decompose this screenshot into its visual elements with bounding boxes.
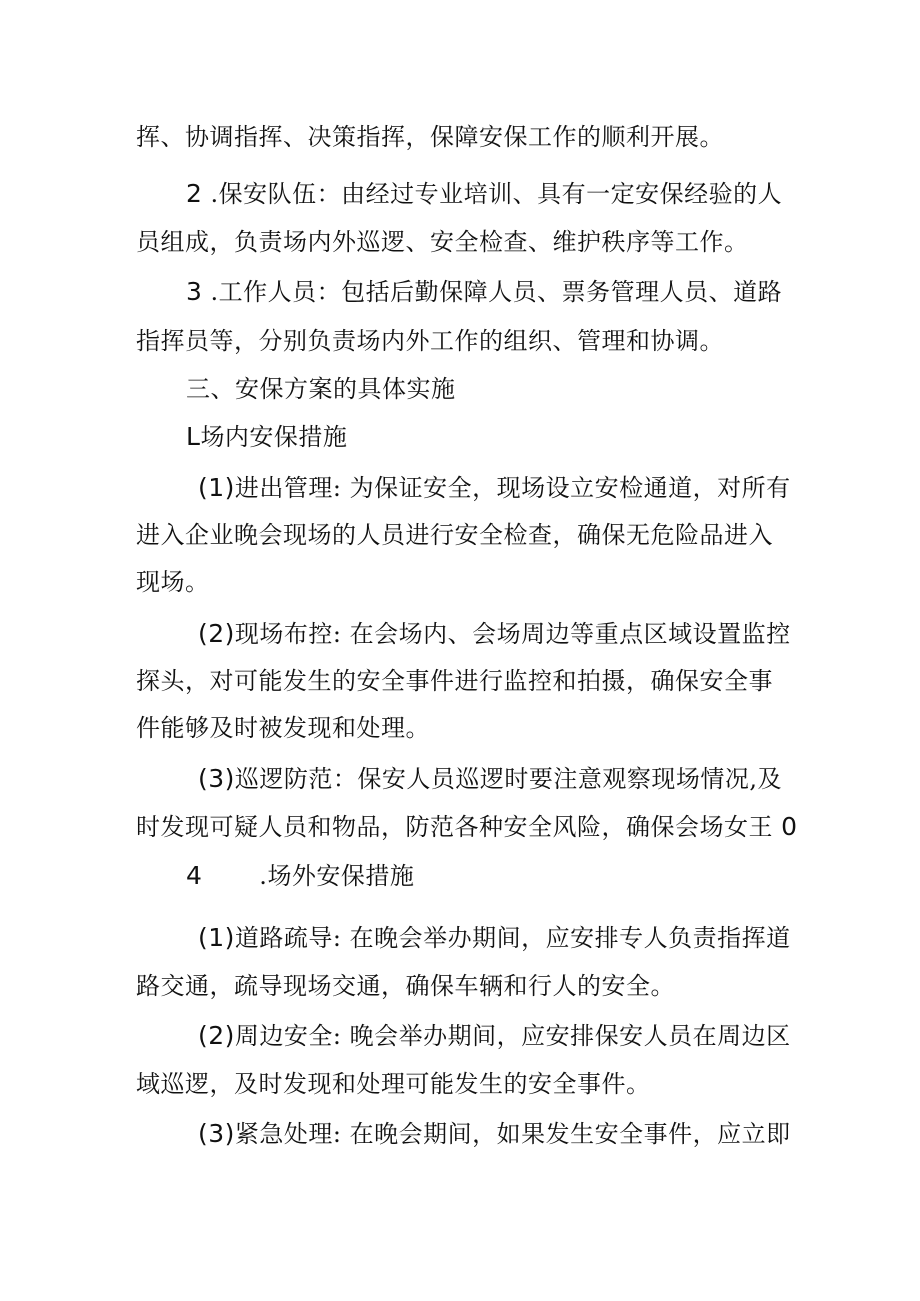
text-line <box>186 174 782 214</box>
line-text: 件能够及时被发现和处理。 <box>136 714 430 742</box>
line-text: 现场。 <box>136 568 210 596</box>
line-text: .场外安保措施 <box>202 862 415 890</box>
text-line <box>198 759 782 799</box>
text-line <box>136 1064 651 1104</box>
list-number: 4 <box>186 861 203 890</box>
text-line <box>198 1114 791 1154</box>
trailing-zero: 0 <box>781 812 798 841</box>
text-line <box>136 661 773 701</box>
list-number: (1) <box>198 473 235 502</box>
line-text: 道路疏导: 在晚会举办期间，应安排专人负责指挥道 <box>234 924 791 952</box>
list-number: 3 <box>186 277 203 306</box>
list-number: 2 <box>186 179 203 208</box>
line-text: 挥、协调指挥、决策指挥，保障安保工作的顺利开展。 <box>136 123 724 151</box>
text-line <box>186 272 782 312</box>
line-text: 场内安保措施 <box>200 423 348 451</box>
line-text: 周边安全: 晚会举办期间，应安排保安人员在周边区 <box>234 1022 791 1050</box>
list-number: L <box>186 422 201 451</box>
text-line <box>136 708 430 748</box>
list-number: (3) <box>198 1119 235 1148</box>
text-line <box>198 614 791 654</box>
line-text: 员组成，负责场内外巡逻、安全检查、维护秩序等工作。 <box>136 228 749 256</box>
line-text: 进出管理: 为保证安全，现场设立安检通道，对所有 <box>234 474 791 502</box>
list-number: (2) <box>198 1021 235 1050</box>
text-line <box>136 222 749 262</box>
line-text: 探头，对可能发生的安全事件进行监控和拍摄，确保安全事 <box>136 667 773 695</box>
text-line <box>136 515 773 555</box>
line-text: 进入企业晚会现场的人员进行安全检查，确保无危险品进入 <box>136 521 773 549</box>
line-text: 指挥员等，分别负责场内外工作的组织、管理和协调。 <box>136 327 724 355</box>
text-line <box>136 562 210 602</box>
text-line <box>198 918 791 958</box>
line-text: 巡逻防范：保安人员巡逻时要注意观察现场情况,及 <box>234 765 783 793</box>
line-text: 时发现可疑人员和物品，防范各种安全风险，确保会场女王 <box>136 813 773 841</box>
text-line <box>136 807 798 847</box>
list-number: (1) <box>198 923 235 952</box>
list-number: (2) <box>198 619 235 648</box>
list-number: (3) <box>198 764 235 793</box>
text-line <box>136 321 724 361</box>
line-text: 三、安保方案的具体实施 <box>186 375 456 403</box>
text-line <box>198 468 791 508</box>
line-text: 路交通，疏导现场交通，确保车辆和行人的安全。 <box>136 972 675 1000</box>
subsection-heading <box>186 417 347 457</box>
line-text: 域巡逻，及时发现和处理可能发生的安全事件。 <box>136 1070 651 1098</box>
text-line <box>136 117 724 157</box>
line-text: 现场布控: 在会场内、会场周边等重点区域设置监控 <box>234 620 791 648</box>
line-text: .保安队伍：由经过专业培训、具有一定安保经验的人 <box>202 180 783 208</box>
section-heading <box>186 369 456 409</box>
line-text: 紧急处理: 在晚会期间，如果发生安全事件，应立即 <box>234 1120 791 1148</box>
text-line <box>198 1016 791 1056</box>
line-text: .工作人员：包括后勤保障人员、票务管理人员、道路 <box>202 278 783 306</box>
text-line <box>136 966 675 1006</box>
subsection-heading <box>186 856 414 896</box>
